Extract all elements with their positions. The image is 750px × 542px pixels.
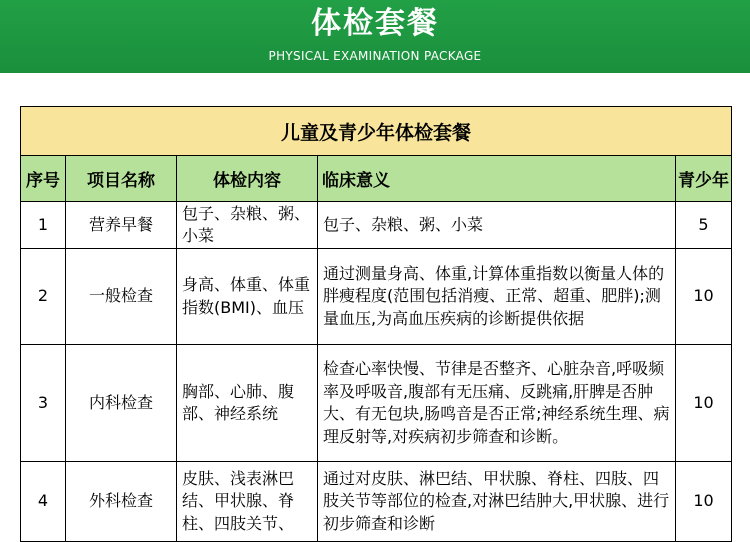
row-item-name: 内科检查 (66, 345, 177, 462)
row-number: 2 (21, 249, 66, 345)
table-caption: 儿童及青少年体检套餐 (21, 107, 732, 156)
table-header-row (21, 156, 732, 202)
row-content: 包子、杂粮、粥、小菜 (177, 202, 318, 249)
row-number: 3 (21, 345, 66, 462)
row-meaning: 通过对皮肤、淋巴结、甲状腺、脊柱、四肢、四肢关节等部位的检查,对淋巴结肿大,甲状腺、进行初步筛查和诊断 (318, 462, 676, 542)
row-meaning: 包子、杂粮、粥、小菜 (318, 202, 676, 249)
row-content: 身高、体重、体重指数(BMI)、血压 (177, 249, 318, 345)
row-value: 10 (676, 249, 732, 345)
row-value: 10 (676, 462, 732, 542)
row-value: 10 (676, 345, 732, 462)
package-table (20, 106, 732, 542)
table-row (21, 345, 732, 462)
table-row (21, 249, 732, 345)
row-value: 5 (676, 202, 732, 249)
column-header-name: 项目名称 (66, 156, 177, 202)
row-meaning: 通过测量身高、体重,计算体重指数以衡量人体的胖瘦程度(范围包括消瘦、正常、超重、肥胖);测量血压,为高血压疾病的诊断提供依据 (318, 249, 676, 345)
header-banner (0, 0, 750, 73)
row-item-name: 一般检查 (66, 249, 177, 345)
row-number: 1 (21, 202, 66, 249)
row-meaning: 检查心率快慢、节律是否整齐、心脏杂音,呼吸频率及呼吸音,腹部有无压痛、反跳痛,肝脾是否肿大、有无包块,肠鸣音是否正常;神经系统生理、病理反射等,对疾病初步筛查和诊断。 (318, 345, 676, 462)
package-table-container (20, 106, 731, 542)
row-item-name: 营养早餐 (66, 202, 177, 249)
row-content: 皮肤、浅表淋巴结、甲状腺、脊柱、四肢关节、 (177, 462, 318, 542)
column-header-value: 青少年 (676, 156, 732, 202)
row-content: 胸部、心肺、腹部、神经系统 (177, 345, 318, 462)
table-row (21, 202, 732, 249)
page-title: 体检套餐 (311, 6, 439, 41)
row-number: 4 (21, 462, 66, 542)
page-subtitle: PHYSICAL EXAMINATION PACKAGE (268, 49, 482, 63)
column-header-num: 序号 (21, 156, 66, 202)
column-header-meaning: 临床意义 (318, 156, 676, 202)
row-item-name: 外科检查 (66, 462, 177, 542)
table-row (21, 462, 732, 542)
column-header-content: 体检内容 (177, 156, 318, 202)
